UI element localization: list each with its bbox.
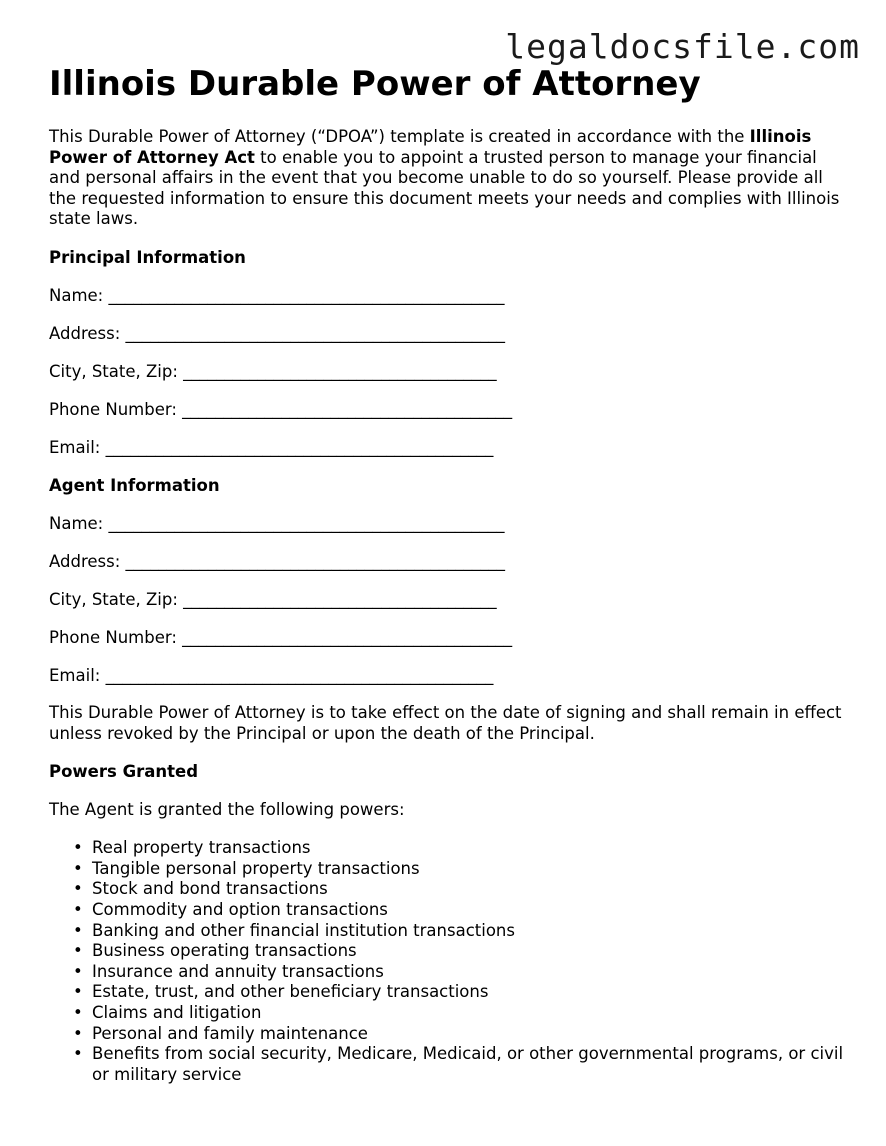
- powers-intro: The Agent is granted the following powers:: [49, 800, 405, 820]
- list-item: • Claims and litigation: [73, 1002, 262, 1022]
- list-item: • Insurance and annuity transactions: [73, 961, 384, 981]
- intro-text-2: to enable you to appoint a trusted person to manage your financial and personal affairs in the event that you become unable to do so yourself. Please provide all the requested information to ensure this document meets your needs and complies with Illinois state laws.: [49, 147, 840, 229]
- list-item: • Commodity and option transactions: [73, 899, 388, 919]
- bullet-icon: •: [73, 1002, 83, 1022]
- agent-city-state-zip-field: City, State, Zip: ______________________________________: [49, 589, 497, 609]
- list-item: • Banking and other financial institution transactions: [73, 920, 515, 940]
- agent-email-field: Email: _______________________________________________: [49, 665, 494, 685]
- list-item: • Personal and family maintenance: [73, 1023, 368, 1043]
- agent-heading: Agent Information: [49, 475, 220, 495]
- bullet-icon: •: [73, 858, 83, 878]
- principal-address-field: Address: ______________________________________________: [49, 323, 506, 343]
- list-item: • Estate, trust, and other beneficiary transactions: [73, 982, 489, 1002]
- bullet-icon: •: [73, 982, 83, 1002]
- bullet-icon: •: [73, 1044, 83, 1064]
- bullet-icon: •: [73, 961, 83, 981]
- principal-email-field: Email: _______________________________________________: [49, 437, 494, 457]
- principal-heading: Principal Information: [49, 247, 246, 267]
- document: [49, 62, 849, 1085]
- bullet-icon: •: [73, 941, 83, 961]
- bullet-icon: •: [73, 838, 83, 858]
- intro-text-1: This Durable Power of Attorney (“DPOA”) template is created in accordance with the: [49, 127, 750, 146]
- watermark: legaldocsfile.com: [505, 27, 860, 66]
- list-item: • Tangible personal property transactions: [73, 858, 420, 878]
- principal-phone-field: Phone Number: ________________________________________: [49, 399, 513, 419]
- list-item: • Benefits from social security, Medicare, Medicaid, or other governmental programs, or civil or military service: [73, 1044, 844, 1084]
- effect-paragraph: This Durable Power of Attorney is to take effect on the date of signing and shall remain in effect unless revoked by the Principal or upon the death of the Principal.: [49, 702, 842, 743]
- bullet-icon: •: [73, 899, 83, 919]
- principal-name-field: Name: ________________________________________________: [49, 285, 505, 305]
- agent-phone-field: Phone Number: ________________________________________: [49, 627, 513, 647]
- list-item: • Business operating transactions: [73, 941, 357, 961]
- principal-city-state-zip-field: City, State, Zip: ______________________________________: [49, 361, 497, 381]
- agent-name-field: Name: ________________________________________________: [49, 513, 505, 533]
- list-item: • Stock and bond transactions: [73, 879, 328, 899]
- agent-address-field: Address: ______________________________________________: [49, 551, 506, 571]
- powers-heading: Powers Granted: [49, 762, 199, 782]
- page-title: Illinois Durable Power of Attorney: [49, 64, 701, 104]
- powers-list: [49, 838, 849, 1085]
- intro-act-name: Illinois Power of Attorney Act: [49, 127, 812, 167]
- list-item: • Real property transactions: [73, 838, 311, 858]
- bullet-icon: •: [73, 879, 83, 899]
- bullet-icon: •: [73, 920, 83, 940]
- intro-paragraph: [49, 127, 849, 230]
- bullet-icon: •: [73, 1023, 83, 1043]
